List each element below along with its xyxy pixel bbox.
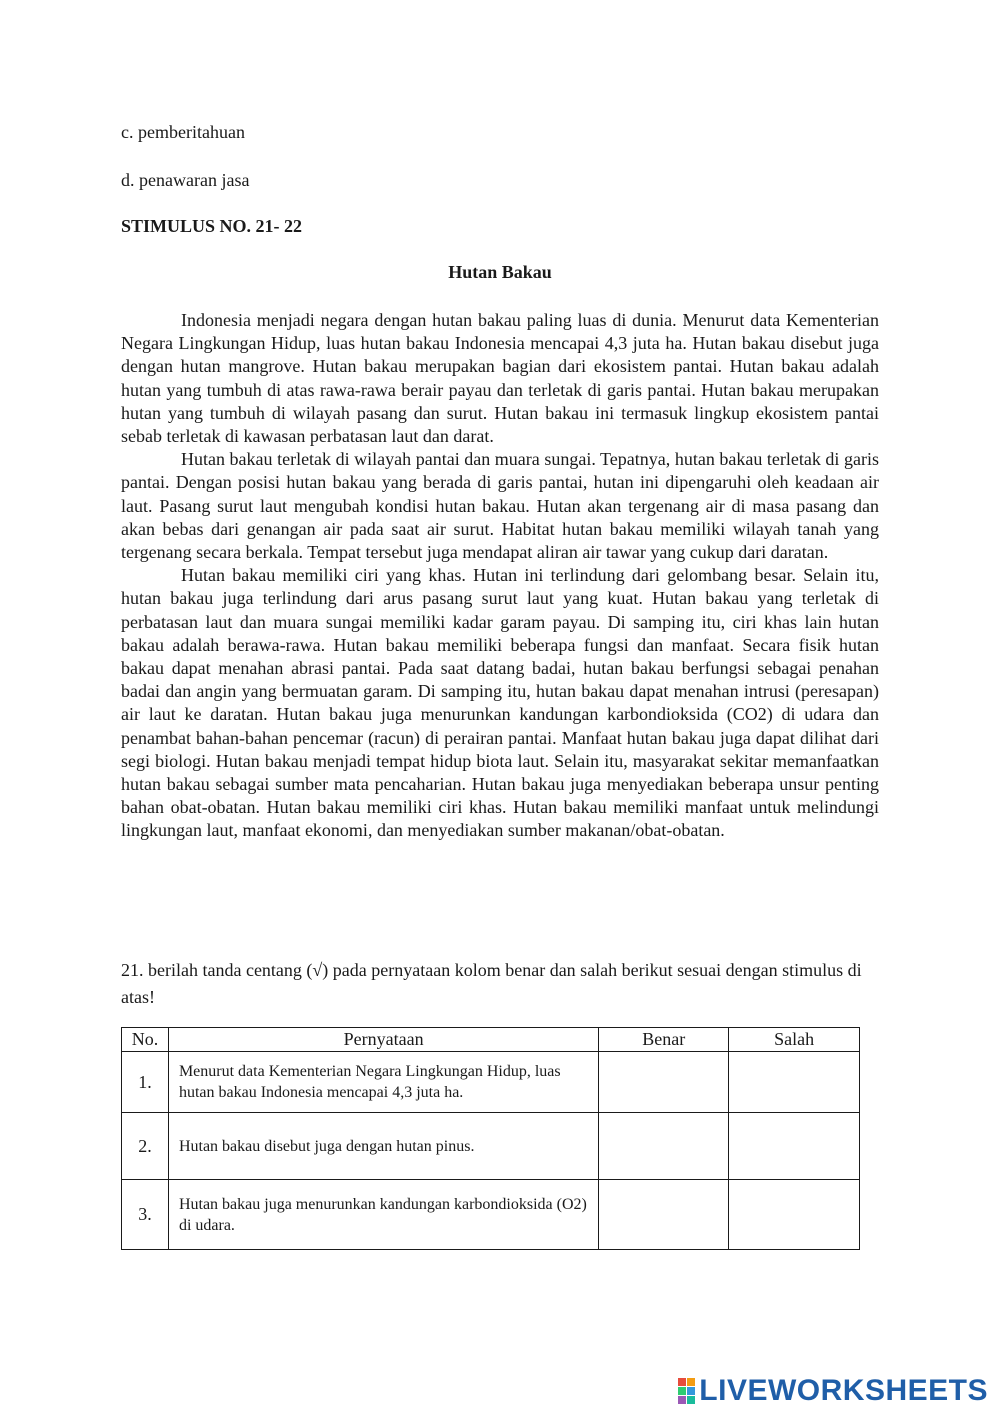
logo-square-icon: [678, 1378, 686, 1386]
option-d: d. penawaran jasa: [121, 170, 250, 190]
liveworksheets-logo[interactable]: [678, 1374, 988, 1408]
statement-table: [121, 1027, 860, 1250]
table-header-row: [122, 1028, 860, 1052]
false-answer-cell[interactable]: [729, 1052, 860, 1113]
logo-square-icon: [687, 1387, 695, 1395]
liveworksheets-logo-icon: [678, 1378, 695, 1404]
row-statement: Hutan bakau juga menurunkan kandungan karbondioksida (O2) di udara.: [168, 1180, 598, 1250]
header-false: Salah: [729, 1028, 860, 1052]
logo-square-icon: [678, 1396, 686, 1404]
table-row: [122, 1052, 860, 1113]
row-statement: Menurut data Kementerian Negara Lingkungan Hidup, luas hutan bakau Indonesia mencapai 4,3 juta ha.: [168, 1052, 598, 1113]
logo-square-icon: [687, 1396, 695, 1404]
article-paragraph-1: Indonesia menjadi negara dengan hutan bakau paling luas di dunia. Menurut data Kementerian Negara Lingkungan Hidup, luas hutan bakau Indonesia mencapai 4,3 juta ha. Hutan bakau disebut juga dengan hutan mangrove. Hutan bakau merupakan bagian dari ekosistem pantai. Hutan bakau adalah hutan yang tumbuh di atas rawa-rawa berair payau dan terletak di garis pantai. Hutan bakau merupakan hutan yang tumbuh di wilayah pasang dan surut. Hutan bakau ini termasuk lingkup ekosistem pantai sebab terletak di kawasan perbatasan laut dan darat.: [121, 310, 879, 447]
logo-square-icon: [678, 1387, 686, 1395]
header-no: No.: [122, 1028, 169, 1052]
article-paragraph-2: Hutan bakau terletak di wilayah pantai dan muara sungai. Tepatnya, hutan bakau terletak di garis pantai. Dengan posisi hutan bakau yang berada di garis pantai, hutan ini dipengaruhi oleh keadaan air laut. Pasang surut laut mengubah kondisi hutan bakau. Hutan akan tergenang air di masa pasang dan akan bebas dari genangan air pada saat air surut. Habitat hutan bakau memiliki wilayah tanah yang tergenang secara berkala. Tempat tersebut juga mendapat aliran air tawar yang cukup dari daratan.: [121, 449, 879, 563]
option-c: c. pemberitahuan: [121, 122, 245, 142]
article-paragraph-3: Hutan bakau memiliki ciri yang khas. Hutan ini terlindung dari gelombang besar. Selain itu, hutan bakau juga terlindung dari arus pasang surut laut yang kuat. Hutan bakau yang terletak di perbatasan laut dan muara sungai memiliki kadar garam payau. Di samping itu, ciri khas lain hutan bakau adalah berawa-rawa. Hutan bakau memiliki beberapa fungsi dan manfaat. Secara fisik hutan bakau dapat menahan abrasi pantai. Pada saat datang badai, hutan bakau berfungsi sebagai penahan badai dan angin yang bermuatan garam. Di samping itu, hutan bakau dapat menahan intrusi (peresapan) air laut ke daratan. Hutan bakau juga menurunkan kandungan karbondioksida (CO2) di udara dan penambat bahan-bahan pencemar (racun) di perairan pantai. Manfaat hutan bakau juga dapat dilihat dari segi biologi. Hutan bakau menjadi tempat hidup biota laut. Selain itu, masyarakat sekitar memanfaatkan hutan bakau sebagai sumber mata pencaharian. Hutan bakau juga menyediakan beberapa unsur penting bahan obat-obatan. Hutan bakau memiliki ciri khas. Hutan bakau memiliki manfaat untuk melindungi lingkungan laut, manfaat ekonomi, dan menyediakan sumber makanan/obat-obatan.: [121, 565, 879, 841]
true-answer-cell[interactable]: [599, 1113, 729, 1180]
true-answer-cell[interactable]: [599, 1052, 729, 1113]
liveworksheets-logo-text: LIVEWORKSHEETS: [699, 1374, 988, 1407]
article-body: [121, 309, 879, 843]
header-statement: Pernyataan: [168, 1028, 598, 1052]
table-row: [122, 1113, 860, 1180]
row-statement: Hutan bakau disebut juga dengan hutan pinus.: [168, 1113, 598, 1180]
article-title: Hutan Bakau: [448, 262, 552, 282]
row-number: 2.: [122, 1113, 169, 1180]
false-answer-cell[interactable]: [729, 1180, 860, 1250]
row-number: 1.: [122, 1052, 169, 1113]
stimulus-header: STIMULUS NO. 21- 22: [121, 216, 303, 236]
logo-square-icon: [687, 1378, 695, 1386]
table-row: [122, 1180, 860, 1250]
false-answer-cell[interactable]: [729, 1113, 860, 1180]
question-21: 21. berilah tanda centang (√) pada pernyataan kolom benar dan salah berikut sesuai dengan stimulus di atas!: [121, 960, 862, 1007]
true-answer-cell[interactable]: [599, 1180, 729, 1250]
row-number: 3.: [122, 1180, 169, 1250]
header-true: Benar: [599, 1028, 729, 1052]
